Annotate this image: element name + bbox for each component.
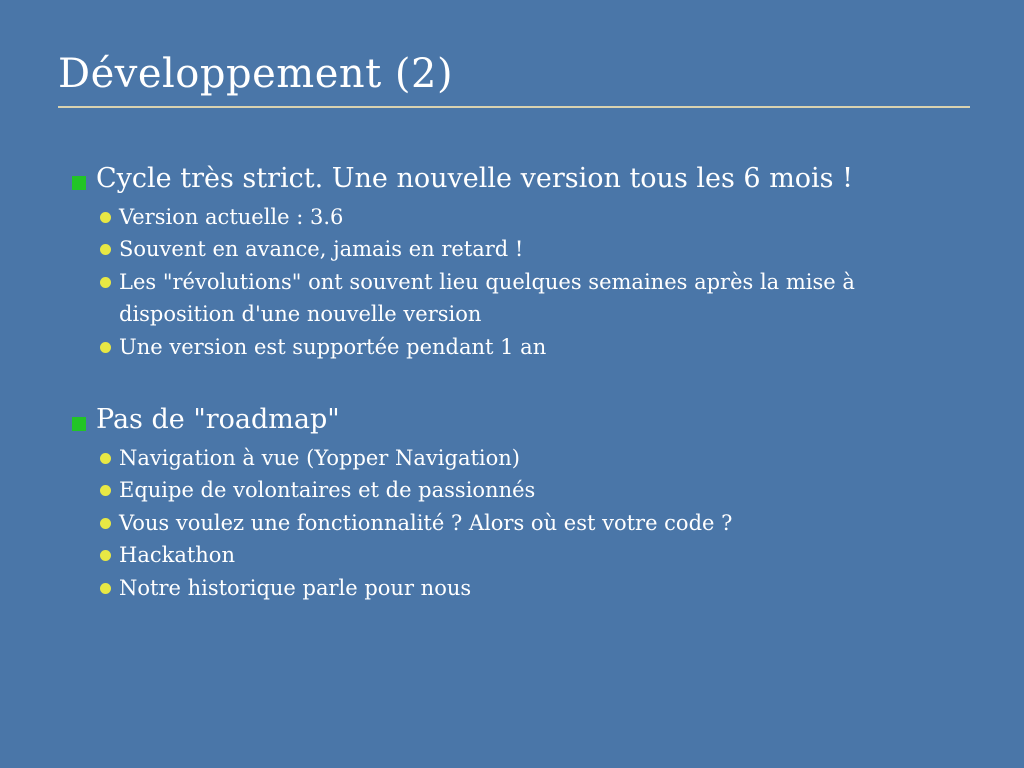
bullet-level2 <box>100 474 972 507</box>
bullet-level2 <box>100 201 972 234</box>
dot-bullet-icon <box>100 277 111 288</box>
slide-content <box>72 160 972 605</box>
bullet-level2-label: Equipe de volontaires et de passionnés <box>119 478 536 503</box>
bullet-level2-label: Version actuelle : 3.6 <box>119 204 344 229</box>
dot-bullet-icon <box>100 485 111 496</box>
bullet-level2 <box>100 539 972 572</box>
square-bullet-icon <box>72 176 86 190</box>
dot-bullet-icon <box>100 583 111 594</box>
bullet-level2-label: Hackathon <box>119 543 235 568</box>
bullet-level2-label: Vous voulez une fonctionnalité ? Alors où est votre code ? <box>119 510 733 535</box>
title-divider <box>58 106 970 108</box>
bullet-level2 <box>100 331 972 364</box>
bullet-level2-label: Navigation à vue (Yopper Navigation) <box>119 445 520 470</box>
bullet-level2 <box>100 266 972 331</box>
bullet-level2-label: Les "révolutions" ont souvent lieu quelques semaines après la mise à disposition d'une nouvelle version <box>119 269 855 327</box>
sub-bullet-list <box>100 201 972 364</box>
bullet-level2-label: Une version est supportée pendant 1 an <box>119 334 547 359</box>
sub-bullet-list <box>100 442 972 605</box>
bullet-level2 <box>100 507 972 540</box>
bullet-level1 <box>72 162 972 197</box>
bullet-level2-label: Souvent en avance, jamais en retard ! <box>119 237 524 262</box>
block-spacer <box>72 363 972 401</box>
bullet-level2-label: Notre historique parle pour nous <box>119 576 472 601</box>
title-block <box>58 52 968 108</box>
page-title: Développement (2) <box>58 51 454 97</box>
dot-bullet-icon <box>100 212 111 223</box>
bullet-level1-label: Cycle très strict. Une nouvelle version tous les 6 mois ! <box>96 163 853 194</box>
bullet-level2 <box>100 572 972 605</box>
bullet-level2 <box>100 442 972 475</box>
dot-bullet-icon <box>100 244 111 255</box>
dot-bullet-icon <box>100 342 111 353</box>
square-bullet-icon <box>72 417 86 431</box>
bullet-level1 <box>72 403 972 438</box>
bullet-level1-label: Pas de "roadmap" <box>96 404 340 436</box>
dot-bullet-icon <box>100 550 111 561</box>
dot-bullet-icon <box>100 453 111 464</box>
bullet-level2 <box>100 233 972 266</box>
dot-bullet-icon <box>100 518 111 529</box>
